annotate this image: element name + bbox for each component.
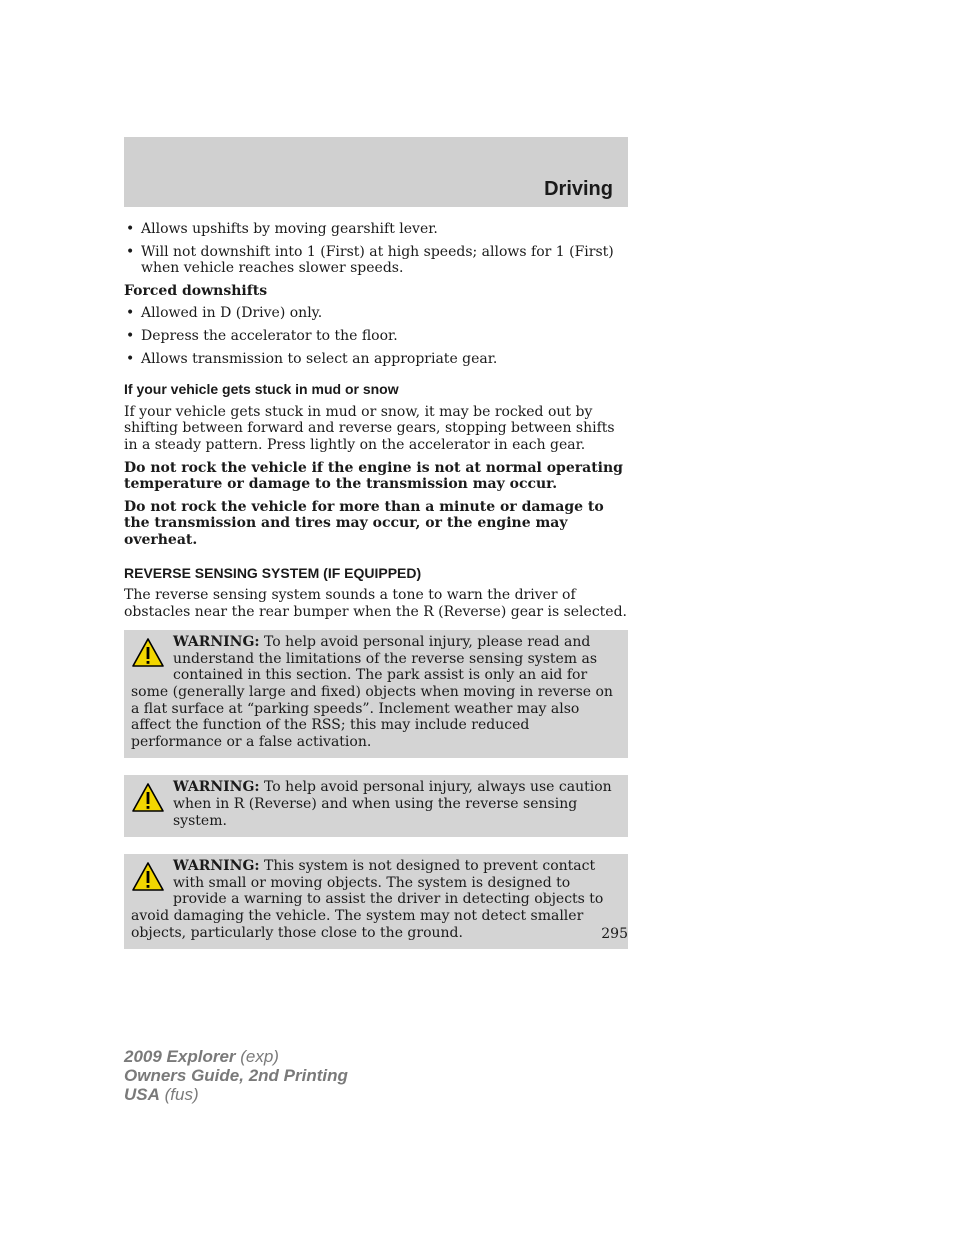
bullet-list-top — [124, 221, 628, 277]
stuck-caution-2: Do not rock the vehicle for more than a minute or damage to the transmission and tires may occur, or the engine may overheat. — [124, 498, 604, 548]
section-title: Driving — [544, 178, 613, 200]
warning-triangle-icon — [131, 782, 165, 814]
forced-downshifts-list — [124, 305, 628, 367]
list-item: • Allows transmission to select an appropriate gear. — [124, 351, 628, 368]
warning-text: To help avoid personal injury, please read and understand the limitations of the reverse sensing system as contained in this section. The park assist is only an aid for some (generally large and fixed) objects when moving in reverse on a flat surface at “parking speeds”. Inclement weather may also affect the function of the RSS; this may include reduced performance or a false activation. — [131, 634, 613, 750]
page-content — [124, 221, 628, 966]
warning-box — [124, 775, 628, 837]
warning-text: To help avoid personal injury, always use caution when in R (Reverse) and when using the reverse sensing system. — [173, 779, 612, 829]
footer-imprint — [124, 1047, 348, 1104]
warning-label: WARNING: — [173, 634, 260, 651]
reverse-body: The reverse sensing system sounds a tone to warn the driver of obstacles near the rear bumper when the R (Reverse) gear is selected. — [124, 587, 627, 620]
stuck-body: If your vehicle gets stuck in mud or snow, it may be rocked out by shifting between forward and reverse gears, stopping between shifts in a steady pattern. Press lightly on the accelerator in each gear. — [124, 403, 615, 453]
page-number: 295 — [601, 926, 628, 942]
warning-label: WARNING: — [173, 779, 260, 796]
warning-label: WARNING: — [173, 858, 260, 875]
footer-line-3: USA (fus) — [124, 1085, 199, 1104]
stuck-heading: If your vehicle gets stuck in mud or snow — [124, 381, 399, 398]
warning-box — [124, 630, 628, 758]
stuck-caution-1: Do not rock the vehicle if the engine is not at normal operating temperature or damage to the transmission may occur. — [124, 459, 623, 493]
reverse-heading: REVERSE SENSING SYSTEM (IF EQUIPPED) — [124, 564, 422, 581]
warning-triangle-icon — [131, 637, 165, 669]
warning-triangle-icon — [131, 861, 165, 893]
list-item: • Allows upshifts by moving gearshift lever. — [124, 221, 628, 238]
list-item: • Will not downshift into 1 (First) at high speeds; allows for 1 (First) when vehicle reaches slower speeds. — [124, 244, 628, 277]
footer-line-2: Owners Guide, 2nd Printing — [124, 1066, 348, 1085]
section-header-band — [124, 137, 628, 207]
warning-box — [124, 854, 628, 949]
forced-downshifts-heading: Forced downshifts — [124, 282, 268, 299]
list-item: • Allowed in D (Drive) only. — [124, 305, 628, 322]
warning-text: This system is not designed to prevent contact with small or moving objects. The system is designed to provide a warning to assist the driver in detecting objects to avoid damaging the vehicle. The system may not detect smaller objects, particularly those close to the ground. — [131, 858, 604, 941]
footer-line-1: 2009 Explorer (exp) — [124, 1047, 279, 1066]
list-item: • Depress the accelerator to the floor. — [124, 328, 628, 345]
